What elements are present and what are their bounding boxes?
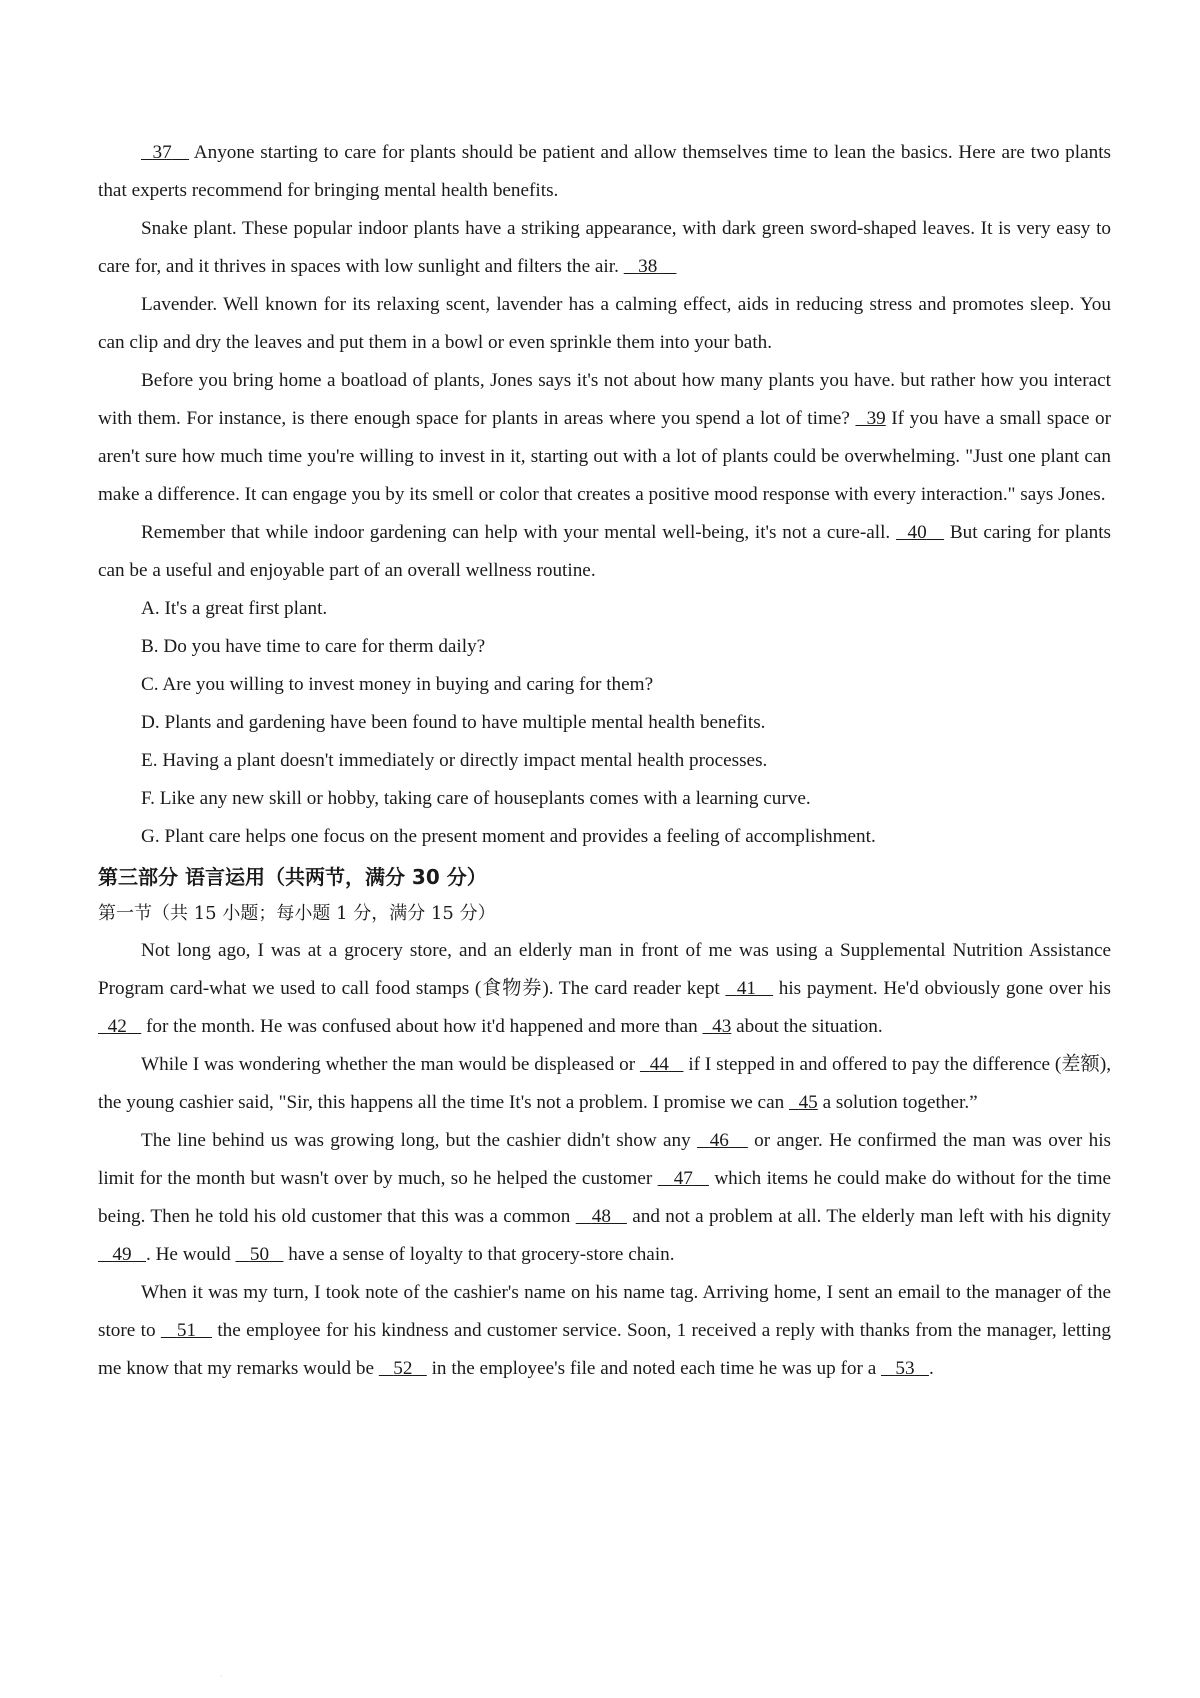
section-heading: 第三部分 语言运用（共两节，满分 30 分） — [98, 865, 487, 889]
paragraph-text: But caring for plants can be a useful and enjoyable part of an overall wellness routine. — [98, 522, 1112, 581]
paragraph-text: Remember that while indoor gardening can help with your mental well-being, it's not a cure-all. — [141, 522, 896, 543]
passage-paragraph-4 — [98, 362, 1111, 514]
option-d: D. Plants and gardening have been found to have multiple mental health benefits. — [141, 712, 766, 733]
blank-46: 46 — [709, 1130, 729, 1151]
paragraph-text: Anyone starting to care for plants should be patient and allow themselves time to lean the basics. Here are two plants that experts recommend for bringing mental health benefits. — [98, 142, 1112, 201]
cloze-paragraph-4 — [98, 1274, 1111, 1388]
passage-paragraph-2 — [98, 210, 1111, 286]
passage-paragraph-1 — [98, 134, 1111, 210]
blank-48: 48 — [591, 1206, 611, 1227]
passage-paragraph-3 — [98, 286, 1111, 362]
passage-paragraph-5 — [98, 514, 1111, 590]
option-f: F. Like any new skill or hobby, taking care of houseplants comes with a learning curve. — [141, 788, 811, 809]
paragraph-text: a solution together.” — [817, 1092, 978, 1113]
option-c: C. Are you willing to invest money in buying and caring for them? — [141, 674, 654, 695]
paragraph-text: if I stepped in and offered to pay the difference (差额), the young cashier said, "Sir, this happens all the time It's not a problem. I promise we can — [98, 1054, 1112, 1113]
cloze-paragraph-1 — [98, 932, 1111, 1046]
paragraph-text: . — [928, 1358, 934, 1379]
paragraph-text: . He would — [145, 1244, 236, 1265]
option-g: G. Plant care helps one focus on the present moment and provides a feeling of accomplishment. — [141, 826, 876, 847]
blank-52: 52 — [393, 1358, 413, 1379]
paragraph-text: the employee for his kindness and customer service. Soon, 1 received a reply with thanks from the manager, letting me know that my remarks would be — [98, 1320, 1112, 1379]
paragraph-text: Before you bring home a boatload of plants, Jones says it's not about how many plants you have. but rather how you interact with them. For instance, is there enough space for plants in areas where you spend a lot of time? — [98, 370, 1111, 429]
paragraph-text: or anger. He confirmed the man was over his limit for the month but wasn't over by much, so he helped the customer — [98, 1130, 1112, 1189]
option-b: B. Do you have time to care for therm daily? — [141, 636, 486, 657]
section-subheading: 第一节（共 15 小题；每小题 1 分，满分 15 分） — [98, 903, 496, 924]
paragraph-text: Not long ago, I was at a grocery store, and an elderly man in front of me was using a Supplemental Nutrition Assistance Program card-what we used to call food stamps (食物券). The card reader kept — [98, 940, 1111, 999]
blank-43: 43 — [712, 1016, 732, 1037]
option-e: E. Having a plant doesn't immediately or directly impact mental health processes. — [141, 750, 768, 771]
blank-45: 45 — [798, 1092, 818, 1113]
blank-38: 38 — [638, 256, 658, 277]
exam-page — [98, 134, 1111, 1388]
blank-51: 51 — [176, 1320, 197, 1341]
blank-40: 40 — [907, 522, 927, 543]
paragraph-text: Lavender. Well known for its relaxing scent, lavender has a calming effect, aids in reducing stress and promotes sleep. You can clip and dry the leaves and put them in a bowl or even sprinkle them into your bath. — [98, 294, 1111, 353]
paragraph-text: about the situation. — [731, 1016, 883, 1037]
blank-39: 39 — [866, 408, 886, 429]
blank-50: 50 — [249, 1244, 270, 1265]
paragraph-text: in the employee's file and noted each time he was up for a — [426, 1358, 882, 1379]
blank-47: 47 — [673, 1168, 693, 1189]
cloze-paragraph-3 — [98, 1122, 1111, 1274]
option-a: A. It's a great first plant. — [141, 598, 328, 619]
paragraph-text: which items he could make do without for the time being. Then he told his old customer that this was a common — [98, 1168, 1112, 1227]
paragraph-text: his payment. He'd obviously gone over his — [773, 978, 1112, 999]
page-footer-mark: · — [220, 1672, 223, 1681]
paragraph-text: The line behind us was growing long, but the cashier didn't show any — [141, 1130, 698, 1151]
paragraph-text: When it was my turn, I took note of the cashier's name on his name tag. Arriving home, I sent an email to the manager of the store to — [98, 1282, 1111, 1341]
blank-37: 37 — [152, 142, 172, 163]
paragraph-text: Snake plant. These popular indoor plants have a striking appearance, with dark green sword-shaped leaves. It is very easy to care for, and it thrives in spaces with low sunlight and filters the air. — [98, 218, 1111, 277]
paragraph-text: for the month. He was confused about how it'd happened and more than — [141, 1016, 703, 1037]
blank-41: 41 — [736, 978, 757, 999]
paragraph-text: If you have a small space or aren't sure how much time you're willing to invest in it, starting out with a lot of plants could be overwhelming. "Just one plant can make a difference. It can engage you by its smell or color that creates a positive mood response with every interaction." says Jones. — [98, 408, 1112, 505]
blank-49: 49 — [112, 1244, 132, 1265]
blank-53: 53 — [895, 1358, 915, 1379]
paragraph-text: have a sense of loyalty to that grocery-store chain. — [283, 1244, 675, 1265]
paragraph-text: While I was wondering whether the man would be displeased or — [141, 1054, 640, 1075]
blank-42: 42 — [107, 1016, 127, 1037]
cloze-paragraph-2 — [98, 1046, 1111, 1122]
paragraph-text: and not a problem at all. The elderly man left with his dignity — [626, 1206, 1112, 1227]
blank-44: 44 — [649, 1054, 669, 1075]
